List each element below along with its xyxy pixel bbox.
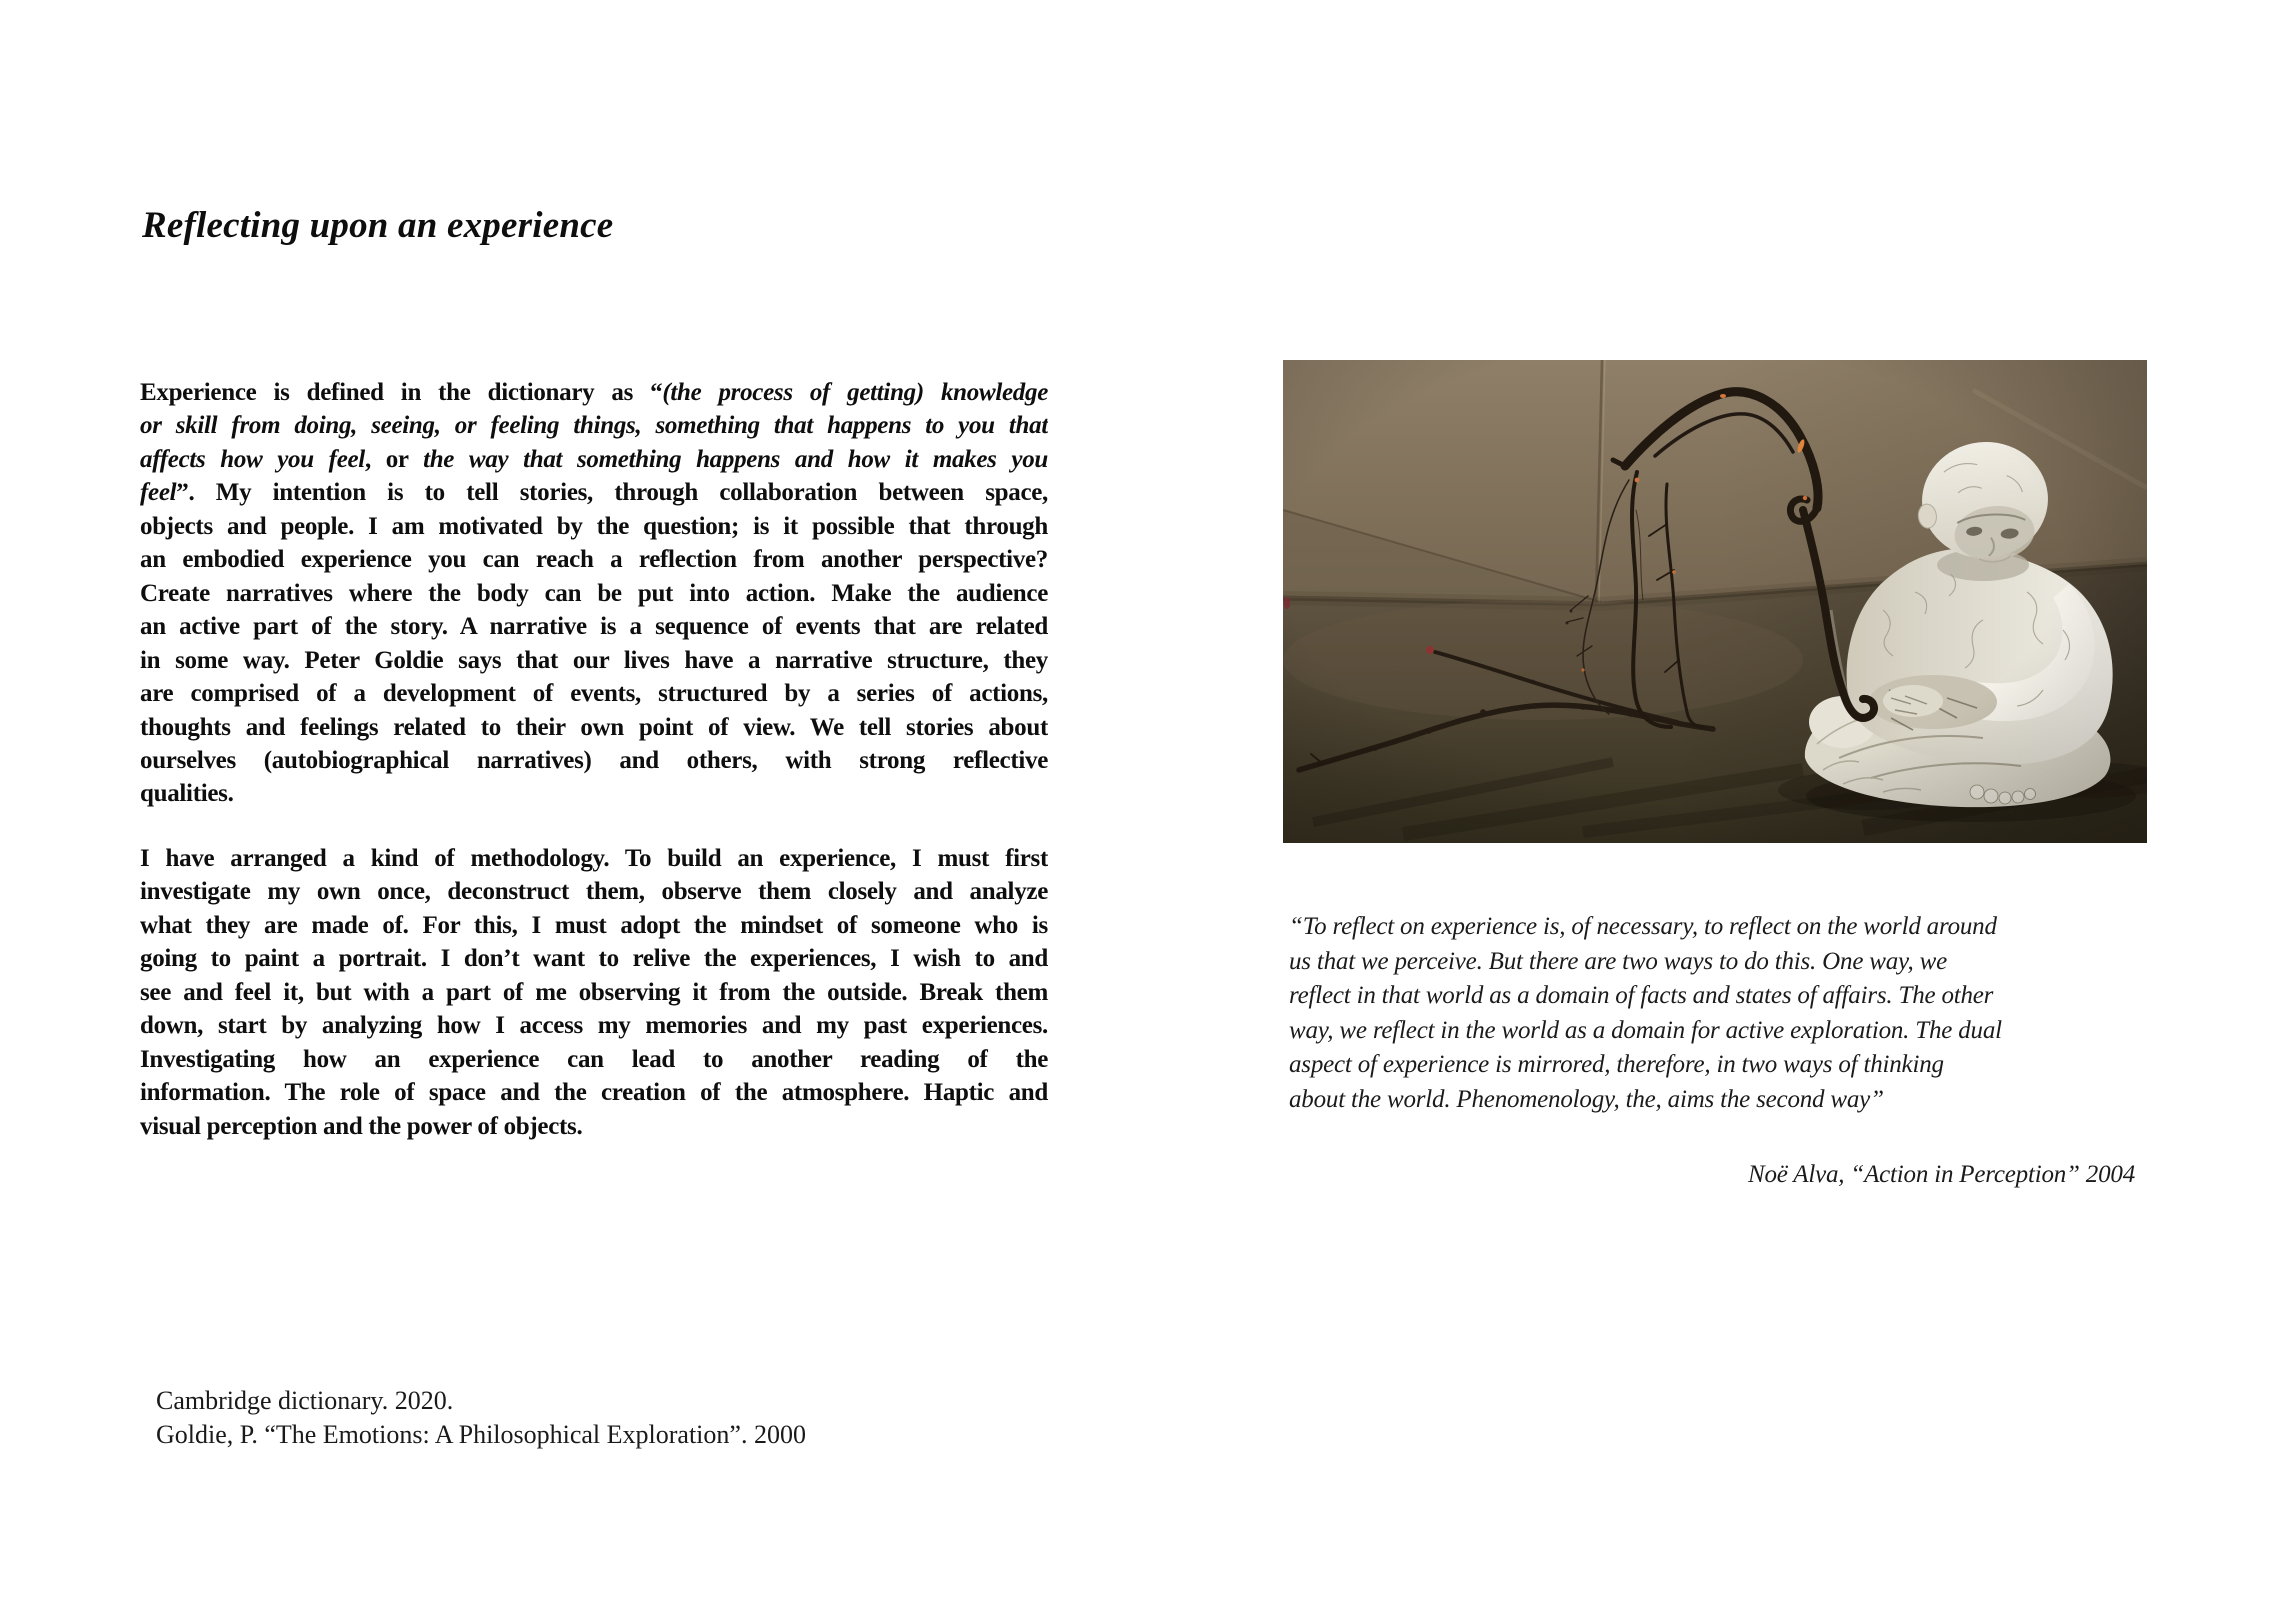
- text-segment: going to paint a portrait. I don’t want to relive the experiences, I wish to and: [140, 945, 1048, 973]
- text-line: [140, 842, 1048, 875]
- text-segment: Create narratives where the body can be put into action. Make the audience: [140, 579, 1048, 607]
- text-line: [140, 443, 1048, 476]
- text-segment: Investigating how an experience can lead to another reading of the: [140, 1045, 1048, 1073]
- text-segment: ourselves (autobiographical narratives) and others, with strong reflective: [140, 746, 1048, 774]
- text-segment: or skill from doing, seeing, or feeling things, something that happens to you that: [140, 412, 1048, 440]
- page-title: Reflecting upon an experience: [142, 205, 614, 246]
- text-segment: information. The role of space and the creation of the atmosphere. Haptic and: [140, 1079, 1048, 1107]
- references: [156, 1384, 806, 1451]
- text-segment: feel: [140, 479, 177, 507]
- text-line: [140, 543, 1048, 576]
- text-segment: the way that something happens and how it makes you: [423, 445, 1048, 473]
- quote-line: reflect in that world as a domain of facts and states of affairs. The other: [1289, 982, 1994, 1010]
- artwork-photo-canvas: [1283, 360, 2147, 843]
- quote-line: about the world. Phenomenology, the, aims the second way”: [1289, 1085, 1884, 1113]
- text-segment: see and feel it, but with a part of me observing it from the outside. Break them: [140, 978, 1048, 1006]
- reference-line: Goldie, P. “The Emotions: A Philosophical Exploration”. 2000: [156, 1419, 806, 1449]
- text-line: [140, 1009, 1048, 1042]
- text-line: [140, 976, 1048, 1009]
- text-segment: objects and people. I am motivated by the question; is it possible that through: [140, 512, 1048, 540]
- text-line: [140, 577, 1048, 610]
- text-segment: I have arranged a kind of methodology. To build an experience, I must first: [140, 844, 1048, 872]
- text-segment: ”. My intention is to tell stories, through collaboration between space,: [176, 479, 1048, 507]
- text-segment: investigate my own once, deconstruct them, observe them closely and analyze: [140, 878, 1048, 906]
- text-line: [140, 744, 1048, 777]
- text-segment: visual perception and the power of objects.: [140, 1112, 583, 1140]
- text-segment: affects how you feel: [140, 445, 365, 473]
- text-line: [140, 711, 1048, 744]
- text-segment: are comprised of a development of events, structured by a series of actions,: [140, 680, 1048, 708]
- quote-line: aspect of experience is mirrored, therefore, in two ways of thinking: [1289, 1051, 1944, 1079]
- text-line: [140, 1110, 1048, 1143]
- text-line: [140, 610, 1048, 643]
- reference-line: Cambridge dictionary. 2020.: [156, 1386, 454, 1415]
- text-line: [140, 644, 1048, 677]
- text-segment: an embodied experience you can reach a reflection from another perspective?: [140, 546, 1048, 574]
- text-line: [140, 409, 1048, 442]
- text-segment: Experience is defined in the dictionary as “: [140, 379, 663, 406]
- text-segment: what they are made of. For this, I must adopt the mindset of someone who is: [140, 911, 1048, 939]
- text-segment: an active part of the story. A narrative is a sequence of events that are related: [140, 613, 1048, 641]
- text-line: [140, 677, 1048, 710]
- quote-line: us that we perceive. But there are two ways to do this. One way, we: [1289, 947, 1948, 975]
- text-line: [140, 777, 1048, 810]
- text-line: [140, 476, 1048, 509]
- quote-attribution: Noë Alva, “Action in Perception” 2004: [1748, 1160, 2135, 1188]
- text-segment: down, start by analyzing how I access my memories and my past experiences.: [140, 1012, 1048, 1040]
- photo-vignette: [1283, 360, 2147, 843]
- quote-line: “To reflect on experience is, of necessary, to reflect on the world around: [1289, 913, 1997, 940]
- quote-lines: [1289, 910, 2147, 1118]
- text-segment: qualities.: [140, 780, 234, 808]
- text-line: [140, 875, 1048, 908]
- artwork-photo: [1283, 360, 2147, 843]
- body-paragraph-1: [140, 376, 1048, 811]
- text-line: [140, 1043, 1048, 1076]
- body-paragraph-2: [140, 842, 1048, 1143]
- text-segment: thoughts and feelings related to their own point of view. We tell stories about: [140, 713, 1048, 741]
- text-line: [140, 376, 1048, 409]
- article-body: [140, 376, 1048, 1143]
- text-segment: in some way. Peter Goldie says that our lives have a narrative structure, they: [140, 646, 1048, 674]
- text-line: [140, 1076, 1048, 1109]
- text-segment: (the process of getting) knowledge: [662, 379, 1048, 406]
- quote-line: way, we reflect in the world as a domain for active exploration. The dual: [1289, 1016, 2002, 1044]
- text-line: [140, 510, 1048, 543]
- text-line: [140, 909, 1048, 942]
- text-segment: , or: [364, 445, 424, 473]
- quote-block: [1289, 910, 2147, 1192]
- text-line: [140, 942, 1048, 975]
